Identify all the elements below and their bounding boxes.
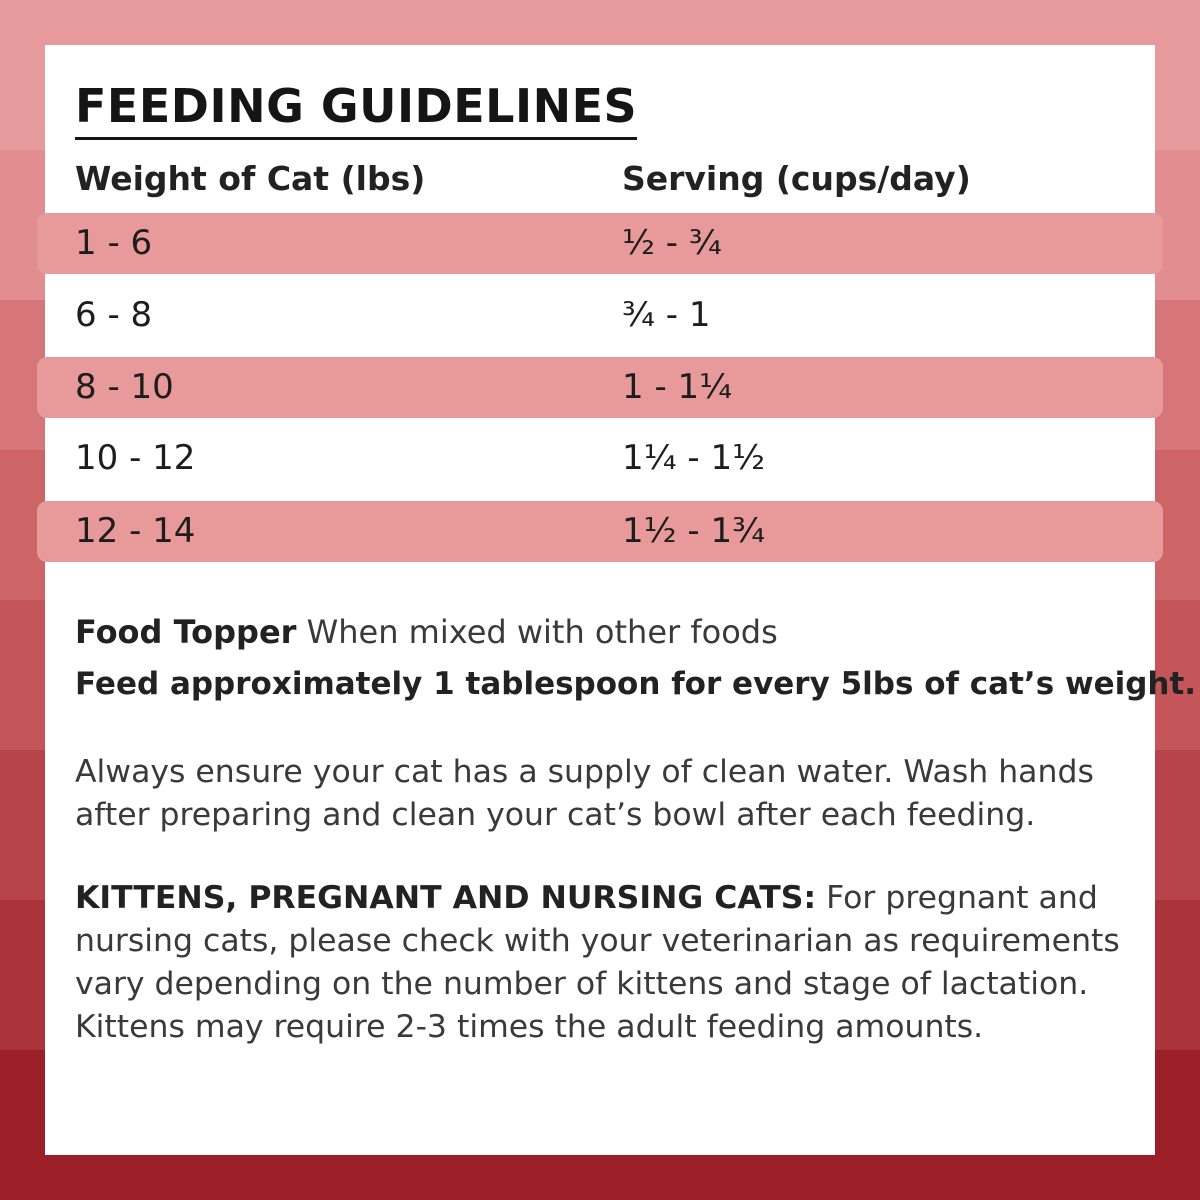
topper-instruction: Feed approximately 1 tablespoon for every 5lbs of cat’s weight. xyxy=(75,666,1197,702)
food-topper-line xyxy=(75,613,778,651)
serving-cell: 1¼ - 1½ xyxy=(622,438,766,478)
page-title: FEEDING GUIDELINES xyxy=(75,83,637,140)
serving-cell: 1 - 1¼ xyxy=(622,367,733,407)
water-note: Always ensure your cat has a supply of clean water. Wash hands after preparing and clean your cat’s bowl after each feeding. xyxy=(75,754,1094,833)
kittens-text: For pregnant and nursing cats, please check with your veterinarian as requirements vary depending on the number of kittens and stage of lactation. Kittens may require 2-3 times the adult feeding amounts. xyxy=(75,880,1120,1045)
column-header-serving: Serving (cups/day) xyxy=(622,159,971,198)
weight-cell: 1 - 6 xyxy=(75,223,153,263)
table-row xyxy=(37,357,1163,418)
kittens-note xyxy=(75,877,1135,1049)
food-topper-text: When mixed with other foods xyxy=(306,613,778,651)
table-row xyxy=(37,285,1163,346)
weight-cell: 12 - 14 xyxy=(75,511,196,551)
kittens-label: KITTENS, PREGNANT AND NURSING CATS: xyxy=(75,880,817,916)
serving-cell: ½ - ¾ xyxy=(622,223,722,263)
table-row xyxy=(37,428,1163,489)
feeding-card xyxy=(45,45,1197,1155)
weight-cell: 8 - 10 xyxy=(75,367,174,407)
serving-cell: 1½ - 1¾ xyxy=(622,511,766,551)
food-topper-label: Food Topper xyxy=(75,613,297,651)
table-row xyxy=(37,213,1163,274)
weight-cell: 10 - 12 xyxy=(75,438,196,478)
column-header-weight: Weight of Cat (lbs) xyxy=(75,159,426,198)
table-row xyxy=(37,501,1163,562)
serving-cell: ¾ - 1 xyxy=(622,295,711,335)
weight-cell: 6 - 8 xyxy=(75,295,153,335)
